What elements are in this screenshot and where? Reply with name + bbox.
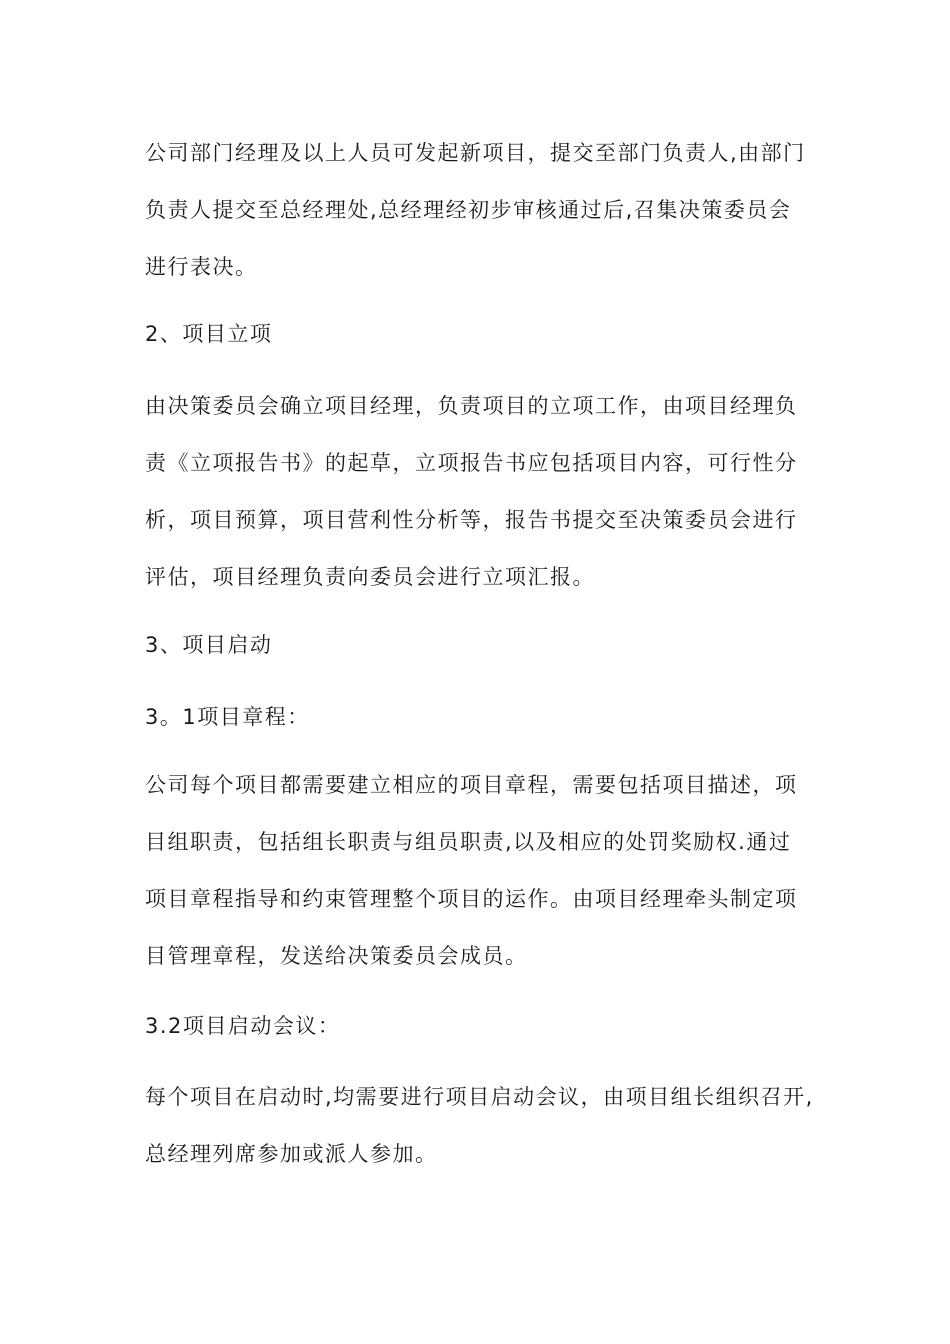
paragraph-line: 公司部门经理及以上人员可发起新项目，提交至部门负责人,由部门 [145,141,806,165]
paragraph-line: 析，项目预算，项目营利性分析等，报告书提交至决策委员会进行 [145,508,798,532]
paragraph-line: 负责人提交至总经理处,总经理经初步审核通过后,召集决策委员会 [145,198,792,222]
section-heading-3: 3、项目启动 [145,633,273,657]
paragraph-line: 项目章程指导和约束管理整个项目的运作。由项目经理牵头制定项 [145,887,798,911]
paragraph-line: 责《立项报告书》的起草，立项报告书应包括项目内容，可行性分 [145,451,798,475]
paragraph-line: 由决策委员会确立项目经理，负责项目的立项工作，由项目经理负 [145,394,798,418]
paragraph-line: 目管理章程，发送给决策委员会成员。 [145,944,528,968]
paragraph-line: 公司每个项目都需要建立相应的项目章程，需要包括项目描述，项 [145,773,798,797]
paragraph-line: 总经理列席参加或派人参加。 [145,1142,438,1166]
section-heading-2: 2、项目立项 [145,322,273,346]
paragraph-line: 每个项目在启动时,均需要进行项目启动会议，由项目组长组织召开, [145,1085,814,1109]
paragraph-line: 评估，项目经理负责向委员会进行立项汇报。 [145,565,595,589]
paragraph-line: 目组职责，包括组长职责与组员职责,以及相应的处罚奖励权.通过 [145,830,792,854]
subsection-heading-3-2: 3.2项目启动会议： [145,1014,341,1038]
subsection-heading-3-1: 3。1项目章程： [145,705,310,729]
paragraph-line: 进行表决。 [145,255,258,279]
